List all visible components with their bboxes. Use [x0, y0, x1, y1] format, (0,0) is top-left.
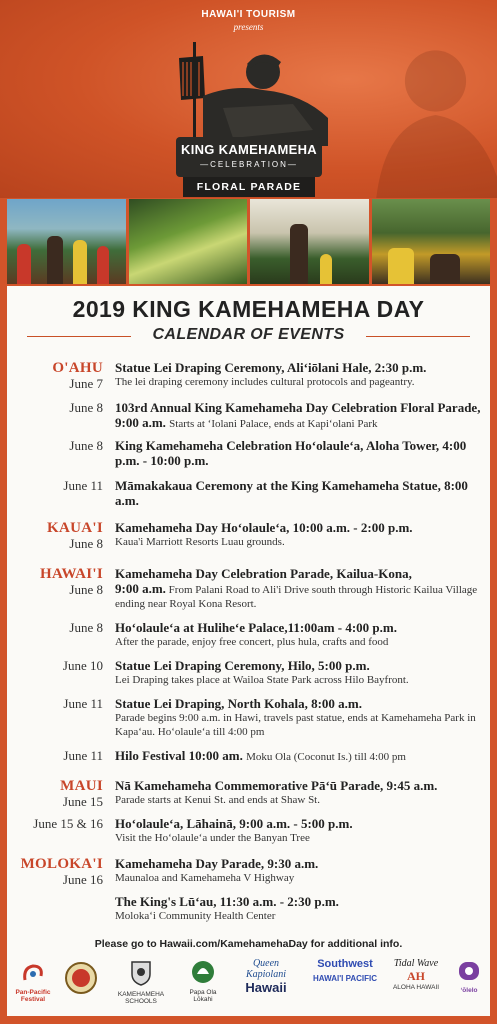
- region-label: O'AHU: [52, 360, 103, 376]
- region-label: MAUI: [60, 778, 103, 794]
- subtitle-block: [27, 326, 470, 348]
- event-title: King Kamehameha Celebration Hoʻolauleʻa, Aloha Tower, 4:00 p.m. - 10:00 p.m.: [115, 438, 467, 468]
- floral-parade-ribbon: FLORAL PARADE: [183, 177, 315, 197]
- statue-photo: [250, 199, 369, 284]
- photo-strip: [7, 199, 490, 284]
- event-title: Hilo Festival 10:00 am. Moku Ola (Coconut Is.) till 4:00 pm: [115, 748, 406, 763]
- event-title: 103rd Annual King Kamehameha Day Celebration Floral Parade, 9:00 a.m. Starts at ʻIolani Palace, ends at Kapiʻolani Park: [115, 400, 481, 430]
- southwest-logo: Southwest HAWAI'I PACIFIC: [313, 958, 377, 983]
- hawaii-tourism-logo: HAWAI'I TOURISM: [201, 9, 296, 20]
- event-date: June 8: [69, 536, 103, 551]
- event-title: Statue Lei Draping Ceremony, Aliʻiōlani Hale, 2:30 p.m.: [115, 360, 427, 375]
- event-date: June 15: [62, 794, 103, 809]
- event-title: The King's Lūʻau, 11:30 a.m. - 2:30 p.m.: [115, 894, 339, 909]
- event-time: 9:00 a.m.: [115, 581, 166, 596]
- event-date: June 8: [69, 438, 103, 453]
- pan-pacific-swirl-icon: [21, 962, 45, 984]
- event-desc: From Palani Road to Ali'i Drive south through Historic Kailua Village ending near Royal Kona Resort.: [115, 584, 478, 610]
- event-desc: After the parade, enjoy free concert, plus hula, crafts and food: [115, 636, 389, 648]
- event-date: June 8: [69, 400, 103, 415]
- king-kamehameha-statue-icon: [163, 38, 338, 146]
- queen-kapiolani-logo: Queen Kapiolani Hawaii: [245, 958, 287, 995]
- event-desc: Parade starts at Kenui St. and ends at Shaw St.: [115, 794, 320, 806]
- event-desc: Starts at ʻIolani Palace, ends at Kapiʻolani Park: [169, 418, 378, 430]
- region-label: MOLOKA'I: [20, 856, 103, 872]
- event-date: June 7: [69, 376, 103, 391]
- event-date: June 8: [69, 582, 103, 597]
- page-subtitle: CALENDAR OF EVENTS: [152, 326, 345, 343]
- olelo-icon: [457, 960, 481, 982]
- event-desc: Moku Ola (Coconut Is.) till 4:00 pm: [246, 751, 406, 763]
- event-date: June 11: [63, 696, 103, 711]
- event-date: June 8: [69, 620, 103, 635]
- page-title: 2019 KING KAMEHAMEHA DAY: [72, 296, 425, 322]
- event-title: Kamehameha Day Hoʻolauleʻa, 10:00 a.m. - 2:00 p.m.: [115, 520, 413, 535]
- calendar-panel: [7, 286, 490, 1016]
- pan-pacific-logo: Pan-Pacific Festival: [11, 962, 55, 1003]
- leaf-icon: [190, 960, 216, 984]
- kamehameha-schools-logo: KAMEHAMEHA SCHOOLS: [105, 960, 177, 1005]
- event-title: Statue Lei Draping, North Kohala, 8:00 a.m.: [115, 696, 362, 711]
- parade-photo-1: [7, 199, 126, 284]
- statue-silhouette-icon: [337, 30, 497, 198]
- event-date: June 11: [63, 478, 103, 493]
- papa-ola-logo: Papa Ola Lōkahi: [179, 960, 227, 1003]
- celebration-badge: [176, 137, 322, 177]
- event-date: June 10: [62, 658, 103, 673]
- region-label: HAWAI'I: [40, 566, 103, 582]
- badge-title: KING KAMEHAMEHA: [181, 142, 317, 157]
- event-title: Statue Lei Draping Ceremony, Hilo, 5:00 p.m.: [115, 658, 370, 673]
- event-title: Hoʻolauleʻa at Huliheʻe Palace,11:00am - 4:00 p.m.: [115, 620, 397, 635]
- header-banner: [0, 0, 497, 198]
- event-desc: Maunaloa and Kamehameha V Highway: [115, 872, 295, 884]
- event-desc: Parade begins 9:00 a.m. in Hawi, travels past statue, ends at Kamehameha Park in Kapaʻau. Hoʻolauleʻa till 4:00 pm: [115, 712, 476, 738]
- event-desc: The lei draping ceremony includes cultural protocols and pageantry.: [115, 376, 415, 388]
- tidal-wave-logo: Tidal Wave AH ALOHA HAWAII: [392, 958, 440, 991]
- event-title: Nā Kamehameha Commemorative Pāʻū Parade, 9:45 a.m.: [115, 778, 438, 793]
- sponsor-logos: [7, 958, 490, 1008]
- lei-photo: [129, 199, 248, 284]
- region-label: KAUA'I: [47, 520, 103, 536]
- more-info-note: Please go to Hawaii.com/KamehamehaDay for additional info.: [94, 938, 403, 950]
- event-desc: Lei Draping takes place at Wailoa State Park across Hilo Bayfront.: [115, 674, 409, 686]
- event-date: June 16: [62, 872, 103, 887]
- event-desc: Visit the Hoʻolauleʻa under the Banyan Tree: [115, 832, 310, 844]
- event-title: Kamehameha Day Parade, 9:30 a.m.: [115, 856, 319, 871]
- event-date: June 11: [63, 748, 103, 763]
- badge-subtitle: —CELEBRATION—: [200, 160, 298, 169]
- state-seal-icon: [65, 962, 97, 994]
- event-title: Kamehameha Day Celebration Parade, Kailua-Kona,: [115, 566, 412, 581]
- olelo-logo: ʻōlelo: [451, 960, 487, 994]
- horse-riders-photo: [372, 199, 491, 284]
- event-desc: Molokaʻi Community Health Center: [115, 910, 276, 922]
- event-title: Hoʻolauleʻa, Lāhainā, 9:00 a.m. - 5:00 p.m.: [115, 816, 353, 831]
- shield-icon: [130, 960, 152, 986]
- seal-logo: [61, 962, 101, 999]
- event-title: Māmakakaua Ceremony at the King Kamehameha Statue, 8:00 a.m.: [115, 478, 468, 508]
- event-desc: Kaua'i Marriott Resorts Luau grounds.: [115, 536, 285, 548]
- presents-text: presents: [233, 22, 264, 32]
- event-date: June 15 & 16: [33, 816, 103, 831]
